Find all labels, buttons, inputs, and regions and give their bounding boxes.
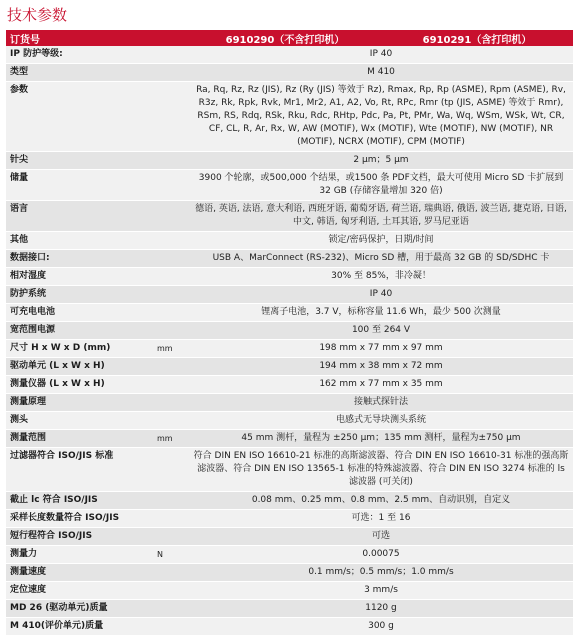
row-unit bbox=[153, 358, 189, 376]
row-unit bbox=[153, 152, 189, 170]
row-value: 德语, 英语, 法语, 意大利语, 西班牙语, 葡萄牙语, 荷兰语, 瑞典语, 俄语, 波兰语, 捷克语, 日语, 中文, 韩语, 匈牙利语, 土耳其语, 罗马尼亚语 bbox=[189, 201, 573, 232]
row-value: 300 g bbox=[189, 618, 573, 636]
table-row bbox=[6, 286, 573, 304]
row-value: USB A、MarConnect (RS-232)、Micro SD 槽，用于最高 32 GB 的 SD/SDHC 卡 bbox=[189, 250, 573, 268]
table-row bbox=[6, 340, 573, 358]
row-label: 截止 lc 符合 ISO/JIS bbox=[6, 492, 153, 510]
row-value: 锁定/密码保护，日期/时间 bbox=[189, 232, 573, 250]
table-row bbox=[6, 618, 573, 636]
row-value: 可选 bbox=[189, 528, 573, 546]
row-unit bbox=[153, 492, 189, 510]
row-label: 可充电电池 bbox=[6, 304, 153, 322]
row-unit: mm bbox=[153, 340, 189, 358]
row-unit bbox=[153, 82, 189, 152]
row-label: 防护系统 bbox=[6, 286, 153, 304]
row-label: 类型 bbox=[6, 64, 153, 82]
row-unit bbox=[153, 618, 189, 636]
row-label: M 410(评价单元)质量 bbox=[6, 618, 153, 636]
row-label: 定位速度 bbox=[6, 582, 153, 600]
table-row bbox=[6, 376, 573, 394]
row-value: Ra, Rq, Rz, Rz (JIS), Rz (Ry (JIS) 等效于 Rz), Rmax, Rp, Rp (ASME), Rpm (ASME), Rv, R3z, Rk, Rpk, Rvk, Mr1, Mr2, A1, A2, Vo, Rt, RPc, Rmr (tp (JIS, ASME) 等效于 Rmr), RSm, RS, Rdq, RSk, Rku, Rdc, RHtp, Pdc, Pa, Pt, PMr, Wa, Wq, WSm, WSk, Wt, CR, CF, CL, R, Ar, Rx, W, AW (MOTIF), Wx (MOTIF), Wte (MOTIF), NW (MOTIF), NR (MOTIF), NCRX (MOTIF), CPM (MOTIF) bbox=[189, 82, 573, 152]
table-row bbox=[6, 430, 573, 448]
table-row bbox=[6, 250, 573, 268]
row-label: 数据接口: bbox=[6, 250, 153, 268]
row-unit bbox=[153, 201, 189, 232]
row-unit bbox=[153, 394, 189, 412]
row-label: 测量速度 bbox=[6, 564, 153, 582]
table-row bbox=[6, 448, 573, 492]
row-value: 3900 个轮廓，或500,000 个结果，或1500 条 PDF文档，最大可使用 Micro SD 卡扩展到 32 GB (存储容量增加 320 倍) bbox=[189, 170, 573, 201]
row-label: 其他 bbox=[6, 232, 153, 250]
row-unit bbox=[153, 582, 189, 600]
table-row bbox=[6, 412, 573, 430]
row-unit bbox=[153, 322, 189, 340]
row-value: 100 至 264 V bbox=[189, 322, 573, 340]
row-label: 短行程符合 ISO/JIS bbox=[6, 528, 153, 546]
table-row bbox=[6, 582, 573, 600]
row-unit bbox=[153, 286, 189, 304]
table-row bbox=[6, 358, 573, 376]
row-label: 储量 bbox=[6, 170, 153, 201]
row-value: 194 mm x 38 mm x 72 mm bbox=[189, 358, 573, 376]
row-value: M 410 bbox=[189, 64, 573, 82]
table-row bbox=[6, 232, 573, 250]
row-unit bbox=[153, 46, 189, 64]
table-row bbox=[6, 394, 573, 412]
row-value: 锂离子电池，3.7 V，标称容量 11.6 Wh，最少 500 次测量 bbox=[189, 304, 573, 322]
table-row bbox=[6, 322, 573, 340]
row-unit bbox=[153, 376, 189, 394]
row-value: 162 mm x 77 mm x 35 mm bbox=[189, 376, 573, 394]
page-title: 技术参数 bbox=[7, 6, 68, 24]
row-unit bbox=[153, 170, 189, 201]
row-unit bbox=[153, 412, 189, 430]
row-label: 测量力 bbox=[6, 546, 153, 564]
table-row bbox=[6, 304, 573, 322]
row-unit bbox=[153, 232, 189, 250]
row-label: 测量原理 bbox=[6, 394, 153, 412]
row-value: IP 40 bbox=[189, 46, 573, 64]
row-value: 0.00075 bbox=[189, 546, 573, 564]
row-label: 语言 bbox=[6, 201, 153, 232]
row-label: MD 26 (驱动单元)质量 bbox=[6, 600, 153, 618]
row-value: 2 µm；5 µm bbox=[189, 152, 573, 170]
table-row bbox=[6, 528, 573, 546]
table-row bbox=[6, 201, 573, 232]
table-row bbox=[6, 492, 573, 510]
row-unit bbox=[153, 448, 189, 492]
row-unit bbox=[153, 564, 189, 582]
row-value: 0.08 mm、0.25 mm、0.8 mm、2.5 mm、自动识别，自定义 bbox=[189, 492, 573, 510]
table-row bbox=[6, 46, 573, 64]
table-row bbox=[6, 64, 573, 82]
row-value: 1120 g bbox=[189, 600, 573, 618]
header-model-with-printer: 6910291（含打印机） bbox=[381, 30, 573, 46]
row-label: 测头 bbox=[6, 412, 153, 430]
table-row bbox=[6, 546, 573, 564]
specs-table bbox=[6, 30, 573, 636]
row-value: 符合 DIN EN ISO 16610-21 标准的高斯滤波器、符合 DIN EN ISO 16610-31 标准的强高斯滤波器、符合 DIN EN ISO 13565-1 标准的特殊滤波器、符合 DIN EN ISO 3274 标准的 ls 滤波器 (可关闭) bbox=[189, 448, 573, 492]
row-value: 45 mm 测杆，量程为 ±250 µm；135 mm 测杆，量程为±750 µm bbox=[189, 430, 573, 448]
table-row bbox=[6, 82, 573, 152]
table-row bbox=[6, 564, 573, 582]
row-label: IP 防护等级: bbox=[6, 46, 153, 64]
row-value: 电感式无导块测头系统 bbox=[189, 412, 573, 430]
row-unit bbox=[153, 600, 189, 618]
row-label: 针尖 bbox=[6, 152, 153, 170]
row-value: 3 mm/s bbox=[189, 582, 573, 600]
header-model-without-printer: 6910290（不含打印机） bbox=[189, 30, 381, 46]
row-unit bbox=[153, 510, 189, 528]
row-unit bbox=[153, 528, 189, 546]
header-unit bbox=[153, 30, 189, 46]
table-header-row bbox=[6, 30, 573, 46]
row-label: 参数 bbox=[6, 82, 153, 152]
table-row bbox=[6, 268, 573, 286]
row-label: 测量仪器 (L x W x H) bbox=[6, 376, 153, 394]
row-unit bbox=[153, 304, 189, 322]
row-value: 接触式探针法 bbox=[189, 394, 573, 412]
row-label: 宽范围电源 bbox=[6, 322, 153, 340]
row-label: 尺寸 H x W x D (mm) bbox=[6, 340, 153, 358]
row-unit: mm bbox=[153, 430, 189, 448]
row-label: 测量范围 bbox=[6, 430, 153, 448]
row-unit bbox=[153, 268, 189, 286]
row-unit: N bbox=[153, 546, 189, 564]
table-row bbox=[6, 152, 573, 170]
row-value: 30% 至 85%，非冷凝！ bbox=[189, 268, 573, 286]
table-row bbox=[6, 170, 573, 201]
row-label: 相对湿度 bbox=[6, 268, 153, 286]
table-row bbox=[6, 510, 573, 528]
row-value: 0.1 mm/s；0.5 mm/s；1.0 mm/s bbox=[189, 564, 573, 582]
row-unit bbox=[153, 64, 189, 82]
row-label: 过滤器符合 ISO/JIS 标准 bbox=[6, 448, 153, 492]
header-order-number: 订货号 bbox=[6, 30, 153, 46]
table-row bbox=[6, 600, 573, 618]
row-label: 驱动单元 (L x W x H) bbox=[6, 358, 153, 376]
row-unit bbox=[153, 250, 189, 268]
row-value: 198 mm x 77 mm x 97 mm bbox=[189, 340, 573, 358]
row-value: 可选：1 至 16 bbox=[189, 510, 573, 528]
row-label: 采样长度数量符合 ISO/JIS bbox=[6, 510, 153, 528]
row-value: IP 40 bbox=[189, 286, 573, 304]
